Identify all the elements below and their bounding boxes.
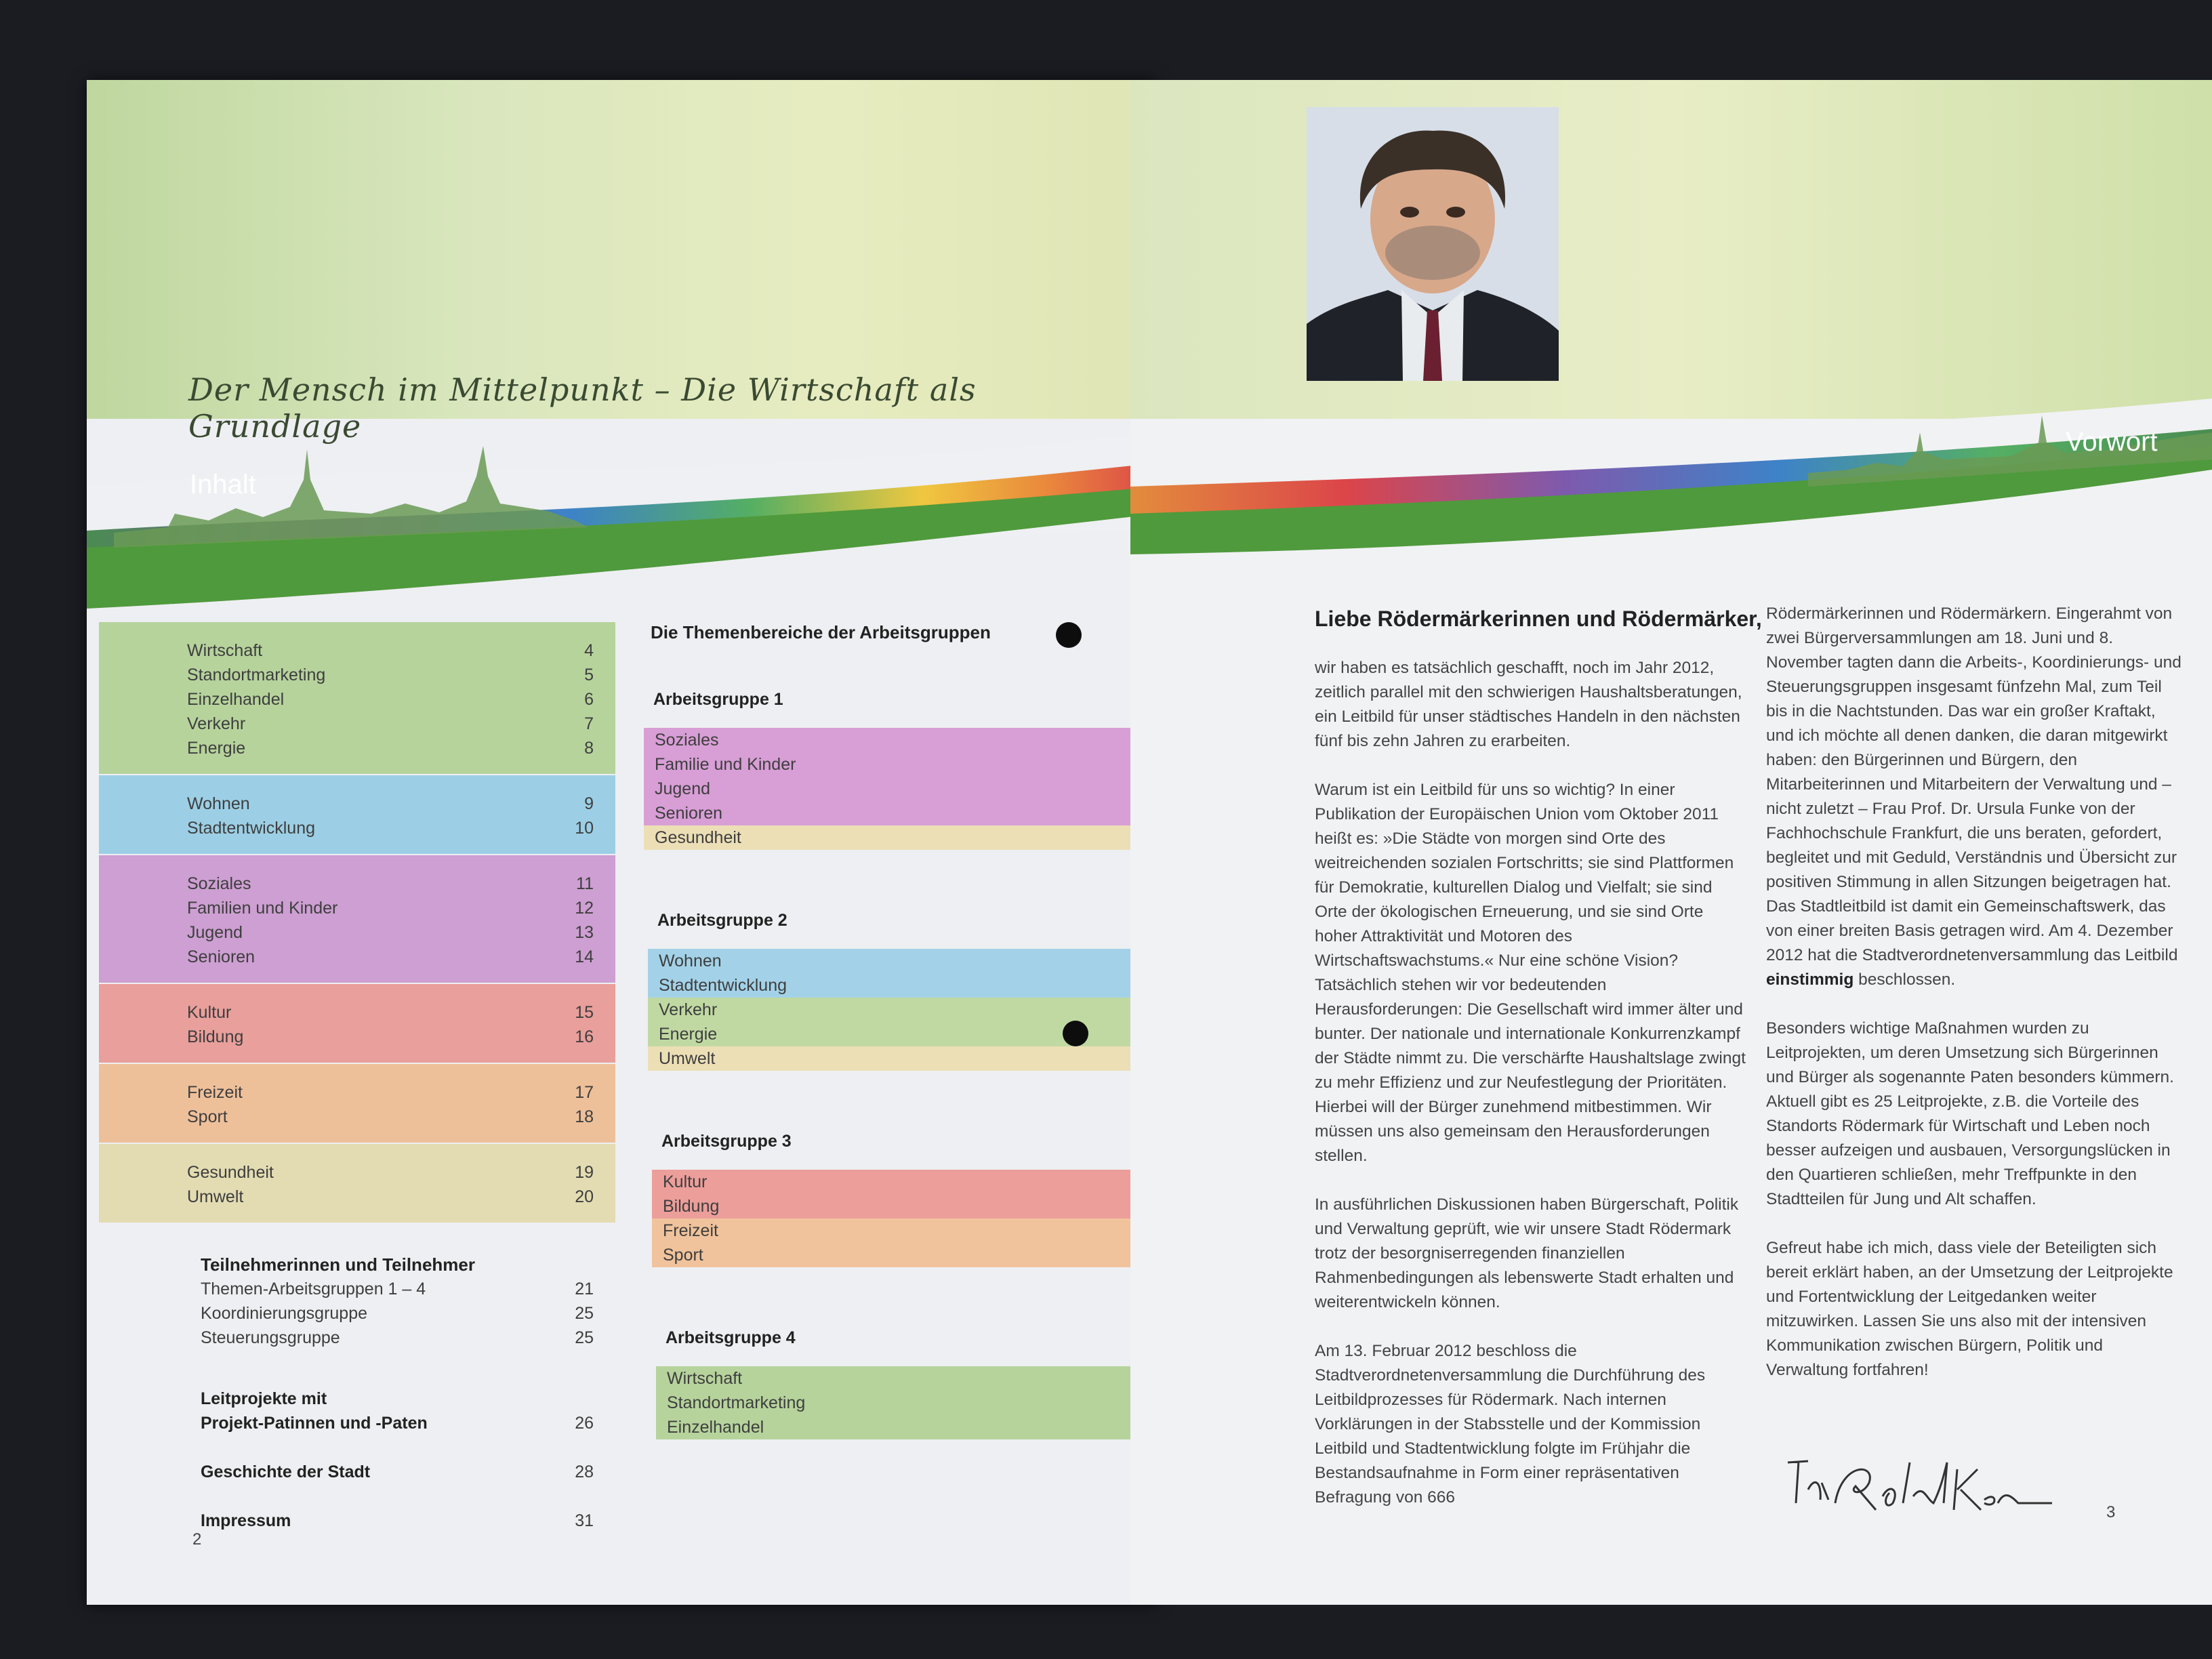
toc-entry-title: Freizeit [187, 1083, 243, 1102]
toc-color-group [99, 1144, 615, 1223]
working-group-topic: Bildung [652, 1194, 1158, 1218]
toc-entry-page: 31 [575, 1511, 594, 1530]
toc-entry-page: 12 [575, 899, 594, 918]
toc-entry-page: 19 [575, 1163, 594, 1182]
toc-entry-title: Bildung [187, 1027, 244, 1046]
toc-entry-title: Stadtentwicklung [187, 819, 316, 838]
foreword-text: Rödermärkerinnen und Rödermärkern. Eingerahmt von zwei Bürgerversammlungen am 18. Juni und 8. November tagten dann die Arbeits-, Koordinierungs- und Steuerungsgruppen insgesamt fünfzehn Mal, zum Teil bis in die Nachtstunden. Das war ein großer Kraftakt, und ich möchte all denen danken, die daran mitgewirkt haben: den Bürgerinnen und Bürgern, den Mitarbeiterinnen und Mitarbeitern der Verwaltung und – nicht zuletzt – Frau Prof. Dr. Ursula Funke von der Fachhochschule Frankfurt, die uns beraten, gefordert, begleitet und mit Geduld, Verständnis und Übersicht zur positiven Stimmung in allen Sitzungen beigetragen hat. Das Stadtleitbild ist damit ein Gemeinschaftswerk, das von einer breiten Basis getragen wird. Am 4. Dezember 2012 hat die Stadtverordnetenversammlung das Leitbild [1766, 605, 2182, 964]
toc-entry[interactable] [99, 872, 615, 896]
foreword-column-2 [1766, 602, 2186, 1407]
toc-color-group [99, 984, 615, 1063]
toc-entry[interactable] [99, 1080, 615, 1105]
toc-color-group [99, 855, 615, 983]
toc-entry-page: 21 [575, 1279, 594, 1298]
toc-entry[interactable] [99, 1160, 615, 1185]
toc-entry-line: Geschichte der Stadt [201, 1462, 371, 1481]
toc-entry-line: Leitprojekte mit [201, 1389, 327, 1408]
skyline-swoosh [87, 80, 1158, 636]
toc-entry-page: 11 [576, 874, 594, 893]
section-label-inhalt: Inhalt [190, 470, 256, 499]
toc-entry-line: Projekt-Patinnen und -Paten [201, 1414, 428, 1433]
left-page [87, 80, 1158, 1605]
toc-entry-title: Familien und Kinder [187, 899, 338, 918]
toc-entry-page: 7 [584, 714, 594, 733]
toc-entry[interactable] [99, 638, 615, 663]
signature [1781, 1435, 2066, 1530]
working-group-title: Arbeitsgruppe 1 [653, 690, 783, 709]
section-label-vorwort: Vorwort [2066, 427, 2158, 457]
working-group-topic: Energie [648, 1022, 1158, 1046]
toc-heading: Teilnehmerinnen und Teilnehmer [201, 1254, 475, 1275]
toc-entry-page: 14 [575, 947, 594, 966]
toc-entry-title [201, 1460, 370, 1484]
toc-entry-page: 5 [584, 665, 594, 684]
foreword-paragraph: wir haben es tatsächlich geschafft, noch im Jahr 2012, zeitlich parallel mit den schwierigen Haushaltsberatungen, ein Leitbild für unser städtisches Handeln in den nächsten fünf bis zehn Jahren zu erarbeiten. [1315, 659, 1742, 750]
working-group-topic: Soziales [644, 728, 1158, 752]
working-group-topic: Senioren [644, 801, 1158, 825]
toc-entry-title: Kultur [187, 1003, 232, 1022]
toc-entry-page: 4 [584, 641, 594, 660]
working-group-topic: Standortmarketing [656, 1391, 1158, 1415]
toc-entry-page: 17 [575, 1083, 594, 1102]
toc-entry-title: Energie [187, 739, 246, 758]
foreword-paragraph: Am 13. Februar 2012 beschloss die Stadtverordnetenversammlung die Durchführung des Leitbildprozesses für Rödermark. Nach internen Vorklärungen in der Stabsstelle und der Kommission Leitbild und Stadtentwicklung folgte im Frühjahr die Bestandsaufnahme in Form einer repräsentativen Befragung von 666 [1315, 1342, 1706, 1507]
toc-entry[interactable] [99, 896, 615, 920]
toc-entry-title: Wirtschaft [187, 641, 263, 660]
toc-entry-page: 9 [584, 794, 594, 813]
toc-entry[interactable] [99, 687, 615, 712]
toc-entry-page: 10 [575, 819, 594, 838]
toc-entry-title: Einzelhandel [187, 690, 285, 709]
right-page [1130, 80, 2212, 1605]
working-group-topic: Stadtentwicklung [648, 973, 1158, 998]
toc-entry-title: Sport [187, 1107, 228, 1126]
toc-entry-title: Jugend [187, 923, 243, 942]
toc-entry-page: 18 [575, 1107, 594, 1126]
toc-entry[interactable] [99, 1025, 615, 1049]
toc-entry[interactable] [99, 1326, 615, 1350]
skyline-swoosh [1130, 80, 2212, 636]
working-group-title: Arbeitsgruppe 2 [657, 911, 787, 930]
foreword-paragraph [1766, 602, 2186, 992]
foreword-paragraph [1766, 1017, 2186, 1212]
foreword-text: Besonders wichtige Maßnahmen wurden zu Leitprojekten, um deren Umsetzung sich Bürgerinnen und Bürger als sogenannte Paten besonders kümmern. Aktuell gibt es 25 Leitprojekte, z.B. die Vorteile des Standorts Rödermark für Wirtschaft und Leben noch besser aufzeigen und ausbauen, Versorgungslücken in den Quartieren schließen, mehr Treffpunkte in den Stadtteilen für Jung und Alt schaffen. [1766, 1019, 2174, 1208]
working-group-topic: Umwelt [648, 1046, 1158, 1071]
toc-entry[interactable] [99, 663, 615, 687]
toc-entry-title: Umwelt [187, 1187, 244, 1206]
toc-entry-title: Steuerungsgruppe [201, 1328, 340, 1347]
working-group-topic: Verkehr [648, 998, 1158, 1022]
toc-entry[interactable] [99, 945, 615, 969]
foreword-text: Gefreut habe ich mich, dass viele der Beteiligten sich bereit erklärt haben, an der Umsetzung der Leitprojekte und Fortentwicklung der Leitgedanken weiter mitzuwirken. Lassen Sie uns also mit der intensiven Kommunikation zwischen Bürgern, Politik und Verwaltung fortfahren! [1766, 1239, 2173, 1379]
toc-entry-page: 8 [584, 739, 594, 758]
working-group-topic: Wohnen [648, 949, 1158, 973]
working-group-topic: Freizeit [652, 1218, 1158, 1243]
mayor-portrait [1307, 107, 1559, 381]
toc-entry[interactable] [99, 816, 615, 840]
toc-entry[interactable] [99, 920, 615, 945]
toc-participants [99, 1236, 615, 1350]
toc-entry-title: Senioren [187, 947, 255, 966]
toc-color-group [99, 622, 615, 774]
toc-entry-title: Verkehr [187, 714, 246, 733]
toc-entry-page: 15 [575, 1003, 594, 1022]
foreword-paragraph: In ausführlichen Diskussionen haben Bürgerschaft, Politik und Verwaltung geprüft, wie wir unsere Stadt Rödermark trotz der besorgniserregenden finanziellen Rahmenbedingungen als lebenswerte Stadt erhalten und weiterentwickeln können. [1315, 1195, 1739, 1311]
toc-entry-page: 6 [584, 690, 594, 709]
themes-title: Die Themenbereiche der Arbeitsgruppen [651, 622, 991, 642]
toc-entry-line: Impressum [201, 1511, 291, 1530]
working-group-topic: Familie und Kinder [644, 752, 1158, 777]
toc-color-group [99, 775, 615, 854]
toc-entry-title: Themen-Arbeitsgruppen 1 – 4 [201, 1279, 426, 1298]
toc-entry-page: 26 [575, 1414, 594, 1433]
toc-entry-page: 16 [575, 1027, 594, 1046]
working-group-topic: Einzelhandel [656, 1415, 1158, 1439]
foreword-column-1 [1315, 656, 1748, 1534]
working-group-topic: Jugend [644, 777, 1158, 801]
toc-entry[interactable] [99, 712, 615, 736]
toc-entry-title: Koordinierungsgruppe [201, 1304, 368, 1323]
foreword-text: beschlossen. [1858, 970, 1956, 989]
toc-entry[interactable] [99, 736, 615, 760]
toc-entry-page: 28 [575, 1462, 594, 1481]
foreword-paragraph [1766, 1236, 2186, 1382]
toc-entry[interactable] [99, 1492, 615, 1533]
toc-color-group [99, 1064, 615, 1143]
working-group-topic: Sport [652, 1243, 1158, 1267]
toc-entry-page: 20 [575, 1187, 594, 1206]
toc-entry-title [201, 1387, 428, 1435]
working-group-title: Arbeitsgruppe 4 [665, 1328, 796, 1347]
toc-entry-page: 13 [575, 923, 594, 942]
working-group-topic: Gesundheit [644, 825, 1158, 850]
page-number-right: 3 [2106, 1503, 2116, 1521]
working-group-title: Arbeitsgruppe 3 [661, 1132, 792, 1151]
toc-entry[interactable] [99, 792, 615, 816]
toc-entry-page: 25 [575, 1304, 594, 1323]
toc-entry[interactable] [99, 1443, 615, 1484]
greeting: Liebe Rödermärkerinnen und Rödermärker, [1315, 607, 1762, 631]
working-group-topic: Kultur [652, 1170, 1158, 1194]
toc-entry[interactable] [99, 1277, 615, 1301]
toc-entry-title: Gesundheit [187, 1163, 274, 1182]
emphasis-unanimous: einstimmig [1766, 970, 1854, 989]
punch-hole [1063, 1021, 1088, 1046]
toc-entry-title [201, 1509, 291, 1533]
tagline: Der Mensch im Mittelpunkt – Die Wirtschaft als Grundlage [188, 371, 977, 445]
working-group-topic: Wirtschaft [656, 1366, 1158, 1391]
brochure-spread [87, 80, 2212, 1605]
toc-entry[interactable] [99, 1370, 615, 1435]
toc-entry[interactable] [99, 1301, 615, 1326]
toc-entry-title: Soziales [187, 874, 251, 893]
punch-hole [1056, 622, 1082, 648]
toc-entry-page: 25 [575, 1328, 594, 1347]
toc-entry[interactable] [99, 1105, 615, 1129]
foreword-paragraph: Warum ist ein Leitbild für uns so wichtig? In einer Publikation der Europäischen Union vom Oktober 2011 heißt es: »Die Städte von morgen sind Orte des weitreichenden sozialen Fortschritts; sie sind Plattformen für Demokratie, kulturellen Dialog und Vielfalt; sie sind Orte der ökologischen Erneuerung, und sie sind Orte hoher Attraktivität und Motoren des Wirtschaftswachstums.« Nur eine schöne Vision? Tatsächlich stehen wir vor bedeutenden Herausforderungen: Die Gesellschaft wird immer älter und bunter. Der nationale und internationale Konkurrenzkampf der Städte nimmt zu. Die verschärfte Haushaltslage zwingt zu mehr Effizienz und zur Neufestlegung der Prioritäten. Hierbei will der Bürger zunehmend mitbestimmen. Wir müssen uns also gemeinsam den Herausforderungen stellen. [1315, 781, 1746, 1165]
page-number-left: 2 [192, 1530, 202, 1549]
toc-entry[interactable] [99, 1185, 615, 1209]
toc-entry-title: Wohnen [187, 794, 250, 813]
toc-entry[interactable] [99, 1000, 615, 1025]
toc-entry-title: Standortmarketing [187, 665, 326, 684]
